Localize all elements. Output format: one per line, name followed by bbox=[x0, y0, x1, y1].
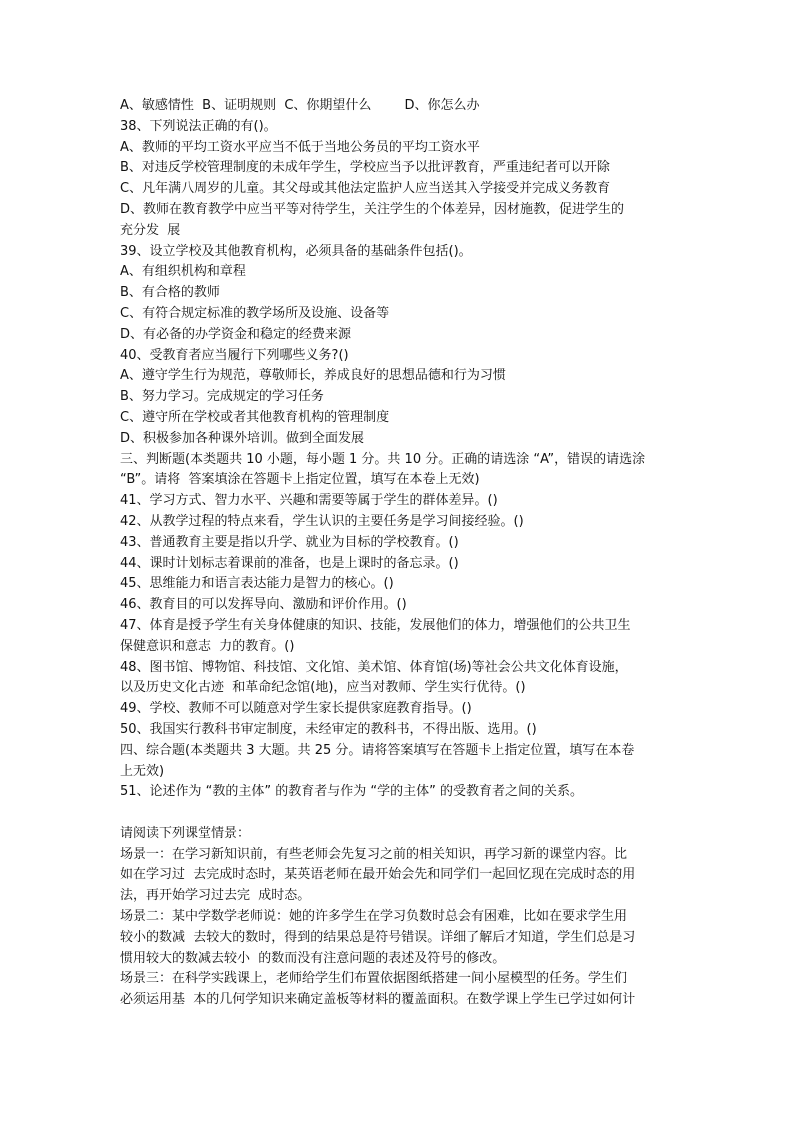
text-line: 惯用较大的数减去较小 的数而没有注意问题的表述及符号的修改。 bbox=[120, 950, 506, 966]
text-line: C、凡年满八周岁的儿童。其父母或其他法定监护人应当送其入学接受并完成义务教育 bbox=[120, 181, 611, 197]
text-line: 42、从教学过程的特点来看，学生认识的主要任务是学习间接经验。() bbox=[120, 513, 524, 529]
text-line: 充分发 展 bbox=[120, 222, 181, 238]
text-line: 51、论述作为 “教的主体” 的教育者与作为 “学的主体” 的受教育者之间的关系。 bbox=[120, 784, 584, 800]
text-line: A、敏感情性 B、证明规则 C、你期望什么 D、你怎么办 bbox=[120, 98, 480, 113]
text-line: 47、体育是授予学生有关身体健康的知识、技能，发展他们的体力，增强他们的公共卫生 bbox=[120, 617, 631, 633]
text-line: 38、下列说法正确的有()。 bbox=[120, 118, 277, 134]
text-line: “B”。请将 答案填涂在答题卡上指定位置，填写在本卷上无效) bbox=[120, 472, 480, 488]
text-line: 48、图书馆、博物馆、科技馆、文化馆、美术馆、体育馆(场)等社会公共文化体育设施， bbox=[120, 659, 628, 675]
text-line: 46、教育目的可以发挥导向、激励和评价作用。() bbox=[120, 597, 407, 613]
document-page bbox=[120, 96, 680, 1011]
text-line: 41、学习方式、智力水平、兴趣和需要等属于学生的群体差异。() bbox=[120, 493, 498, 509]
text-line: B、有合格的教师 bbox=[120, 285, 220, 301]
text-line: B、努力学习。完成规定的学习任务 bbox=[120, 389, 324, 405]
text-line: 三、判断题(本类题共 10 小题，每小题 1 分。共 10 分。正确的请选涂 “A”，错误的请选涂 bbox=[120, 451, 646, 467]
text-line: 法，再开始学习过去完 成时态。 bbox=[120, 888, 311, 904]
text-line: C、遵守所在学校或者其他教育机构的管理制度 bbox=[120, 409, 390, 425]
text-line: A、遵守学生行为规范，尊敬师长，养成良好的思想品德和行为习惯 bbox=[120, 368, 506, 384]
text-line: 必须运用基 本的几何学知识来确定盖板等材料的覆盖面积。在数学课上学生已学过如何计 bbox=[120, 992, 636, 1008]
text-line: 场景二：某中学数学老师说：她的许多学生在学习负数时总会有困难，比如在要求学生用 bbox=[120, 909, 628, 925]
text-line: 45、思维能力和语言表达能力是智力的核心。() bbox=[120, 576, 394, 592]
text-line: 如在学习过 去完成时态时，某英语老师在最开始会先和同学们一起回忆现在完成时态的用 bbox=[120, 867, 636, 883]
blank-line bbox=[120, 803, 680, 824]
text-line: B、对违反学校管理制度的未成年学生，学校应当予以批评教育，严重违纪者可以开除 bbox=[120, 160, 610, 176]
text-line: D、有必备的办学资金和稳定的经费来源 bbox=[120, 326, 352, 342]
text-line: 较小的数减 去较大的数时，得到的结果总是符号错误。详细了解后才知道，学生们总是习 bbox=[120, 929, 636, 945]
text-line: 上无效) bbox=[120, 763, 165, 779]
text-line: A、教师的平均工资水平应当不低于当地公务员的平均工资水平 bbox=[120, 139, 480, 155]
text-line: 50、我国实行教科书审定制度，未经审定的教科书，不得出版、选用。() bbox=[120, 721, 537, 737]
text-line: 49、学校、教师不可以随意对学生家长提供家庭教育指导。() bbox=[120, 701, 472, 717]
text-line: 40、受教育者应当履行下列哪些义务?() bbox=[120, 347, 349, 363]
text-line: D、积极参加各种课外培训。做到全面发展 bbox=[120, 430, 365, 446]
text-line: 场景三：在科学实践课上，老师给学生们布置依据图纸搭建一间小屋模型的任务。学生们 bbox=[120, 971, 628, 987]
text-line: 请阅读下列课堂情景： bbox=[120, 825, 251, 841]
text-line: 四、综合题(本类题共 3 大题。共 25 分。请将答案填写在答题卡上指定位置，填写在本卷 bbox=[120, 742, 635, 758]
text-line: C、有符合规定标准的教学场所及设施、设备等 bbox=[120, 305, 390, 321]
text-line: D、教师在教育教学中应当平等对待学生，关注学生的个体差异，因材施教，促进学生的 bbox=[120, 201, 625, 217]
text-line: 保健意识和意志 力的教育。() bbox=[120, 638, 295, 654]
text-line: 以及历史文化古迹 和革命纪念馆(地)，应当对教师、学生实行优待。() bbox=[120, 680, 526, 696]
text-line: A、有组织机构和章程 bbox=[120, 264, 246, 280]
text-line: 44、课时计划标志着课前的准备，也是上课时的备忘录。() bbox=[120, 555, 459, 571]
text-line: 场景一：在学习新知识前，有些老师会先复习之前的相关知识，再学习新的课堂内容。比 bbox=[120, 846, 628, 862]
text-line: 43、普通教育主要是指以升学、就业为目标的学校教育。() bbox=[120, 534, 459, 550]
text-line: 39、设立学校及其他教育机构，必须具备的基础条件包括()。 bbox=[120, 243, 472, 259]
